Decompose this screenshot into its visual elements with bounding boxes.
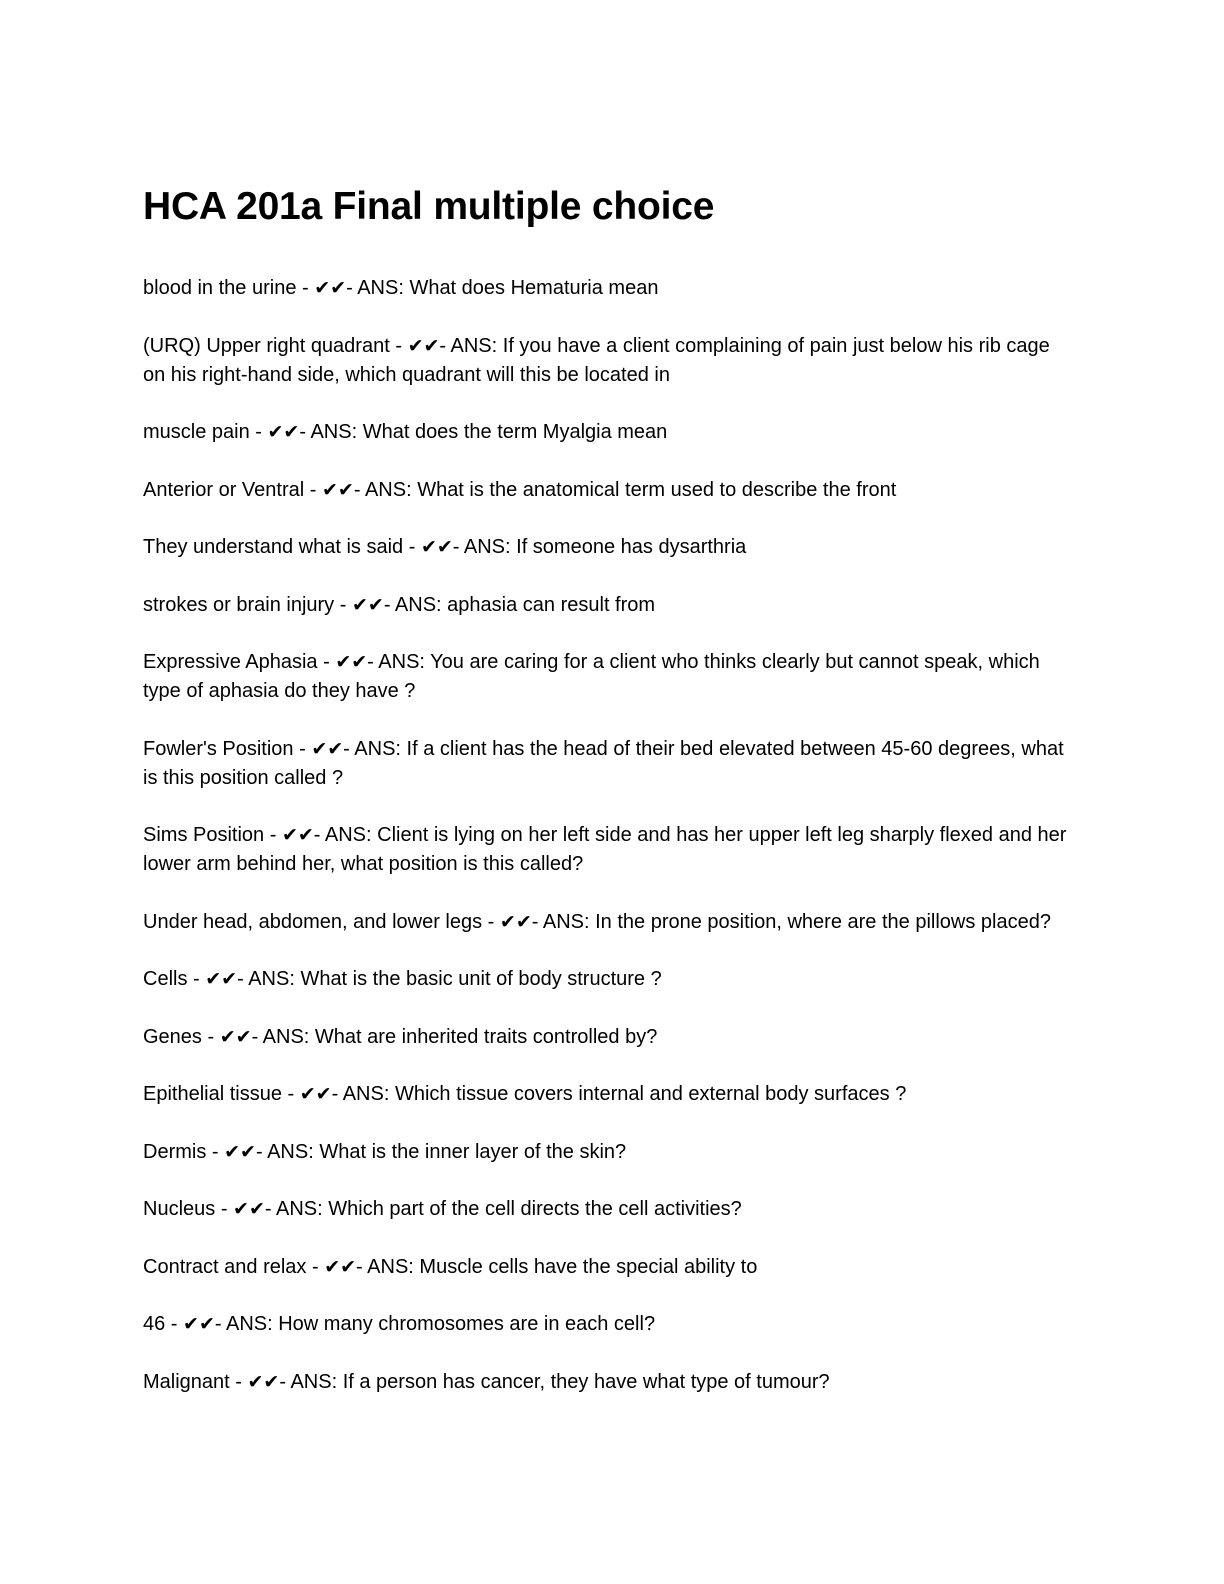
question-text: If you have a client complaining of pain just below his rib cage on his right-hand side, which quadrant will this be located in [143, 334, 1050, 386]
qa-item: Malignant - ✔✔- ANS: If a person has cancer, they have what type of tumour? [143, 1370, 830, 1393]
question-text: In the prone position, where are the pillows placed? [595, 910, 1051, 933]
double-check-icon: ✔✔ [335, 651, 368, 673]
qa-list [143, 274, 1073, 1425]
answer-text: (URQ) Upper right quadrant [143, 334, 390, 357]
qa-item: Fowler's Position - ✔✔- ANS: If a client has the head of their bed elevated between 45-60 degrees, what is this position called ? [143, 737, 1064, 789]
document-page [143, 185, 1073, 1393]
question-text: What is the anatomical term used to describe the front [417, 478, 897, 501]
answer-text: Nucleus [143, 1198, 216, 1220]
qa-item: Dermis - ✔✔- ANS: What is the inner layer of the skin? [143, 1140, 627, 1163]
qa-item: Sims Position - ✔✔- ANS: Client is lying on her left side and has her upper left leg sharply flexed and her lower arm behind her, what position is this called? [143, 824, 1067, 875]
qa-item: blood in the urine - ✔✔- ANS: What does Hematuria mean [143, 277, 659, 299]
double-check-icon: ✔✔ [420, 536, 453, 558]
answer-text: Expressive Aphasia [143, 651, 318, 673]
question-text: If a client has the head of their bed elevated between 45-60 degrees, what is this position called ? [143, 737, 1064, 789]
answer-text: Under head, abdomen, and lower legs [143, 910, 483, 933]
question-text: What are inherited traits controlled by? [314, 1025, 658, 1048]
double-check-icon: ✔✔ [321, 478, 354, 501]
double-check-icon: ✔✔ [281, 824, 314, 846]
answer-text: Cells [143, 968, 188, 990]
qa-item: Anterior or Ventral - ✔✔- ANS: What is the anatomical term used to describe the front [143, 478, 897, 501]
double-check-icon: ✔✔ [314, 277, 347, 299]
qa-item: 46 - ✔✔- ANS: How many chromosomes are in each cell? [143, 1313, 656, 1335]
question-text: Client is lying on her left side and has her upper left leg sharply flexed and her lower arm behind her, what position is this called? [143, 824, 1067, 875]
qa-item: Expressive Aphasia - ✔✔- ANS: You are caring for a client who thinks clearly but cannot speak, which type of aphasia do they have ? [143, 651, 1040, 702]
double-check-icon: ✔✔ [183, 1313, 215, 1335]
qa-item: Contract and relax - ✔✔- ANS: Muscle cells have the special ability to [143, 1255, 758, 1278]
question-text: If a person has cancer, they have what type of tumour? [342, 1370, 830, 1393]
qa-item: Nucleus - ✔✔- ANS: Which part of the cell directs the cell activities? [143, 1198, 742, 1220]
answer-text: They understand what is said [143, 536, 404, 558]
answer-text: Fowler's Position [143, 737, 294, 760]
answer-text: blood in the urine [143, 277, 297, 299]
answer-text: Anterior or Ventral [143, 478, 305, 501]
double-check-icon: ✔✔ [267, 421, 300, 443]
answer-text: 46 [143, 1313, 166, 1335]
double-check-icon: ✔✔ [351, 593, 384, 616]
document-title: HCA 201a Final multiple choice [143, 185, 715, 228]
answer-text: Sims Position [143, 824, 265, 846]
qa-item: strokes or brain injury - ✔✔- ANS: aphasia can result from [143, 593, 656, 616]
double-check-icon: ✔✔ [247, 1370, 280, 1393]
double-check-icon: ✔✔ [311, 737, 344, 760]
question-text: You are caring for a client who thinks clearly but cannot speak, which type of aphasia do they have ? [143, 651, 1040, 702]
question-text: Which tissue covers internal and external body surfaces ? [394, 1083, 907, 1105]
answer-text: muscle pain [143, 421, 250, 443]
question-text: What is the basic unit of body structure ? [300, 968, 662, 990]
question-text: How many chromosomes are in each cell? [278, 1313, 656, 1335]
double-check-icon: ✔✔ [299, 1083, 332, 1105]
question-text: What does Hematuria mean [409, 277, 659, 299]
double-check-icon: ✔✔ [224, 1140, 256, 1163]
qa-item: Epithelial tissue - ✔✔- ANS: Which tissue covers internal and external body surfaces ? [143, 1083, 907, 1105]
question-text: What does the term Myalgia mean [362, 421, 668, 443]
question-text: What is the inner layer of the skin? [319, 1140, 627, 1163]
question-text: Muscle cells have the special ability to [419, 1255, 758, 1278]
answer-text: Epithelial tissue [143, 1083, 282, 1105]
question-text: If someone has dysarthria [516, 536, 747, 558]
qa-item: Cells - ✔✔- ANS: What is the basic unit of body structure ? [143, 968, 662, 990]
double-check-icon: ✔✔ [233, 1198, 265, 1220]
qa-item: They understand what is said - ✔✔- ANS: If someone has dysarthria [143, 536, 747, 558]
question-text: Which part of the cell directs the cell activities? [328, 1198, 742, 1220]
qa-item: (URQ) Upper right quadrant - ✔✔- ANS: If you have a client complaining of pain just below his rib cage on his right-hand side, which quadrant will this be located in [143, 334, 1050, 386]
qa-item: Under head, abdomen, and lower legs - ✔✔- ANS: In the prone position, where are the pillows placed? [143, 910, 1051, 933]
double-check-icon: ✔✔ [205, 968, 238, 990]
double-check-icon: ✔✔ [499, 910, 532, 933]
double-check-icon: ✔✔ [407, 334, 440, 357]
double-check-icon: ✔✔ [219, 1025, 252, 1048]
double-check-icon: ✔✔ [324, 1255, 357, 1278]
answer-text: strokes or brain injury [143, 593, 335, 616]
answer-text: Dermis [143, 1140, 207, 1163]
qa-item: Genes - ✔✔- ANS: What are inherited traits controlled by? [143, 1025, 658, 1048]
answer-text: Malignant [143, 1370, 230, 1393]
answer-text: Contract and relax [143, 1255, 307, 1278]
qa-item: muscle pain - ✔✔- ANS: What does the term Myalgia mean [143, 421, 668, 443]
question-text: aphasia can result from [447, 593, 656, 616]
answer-text: Genes [143, 1025, 202, 1048]
